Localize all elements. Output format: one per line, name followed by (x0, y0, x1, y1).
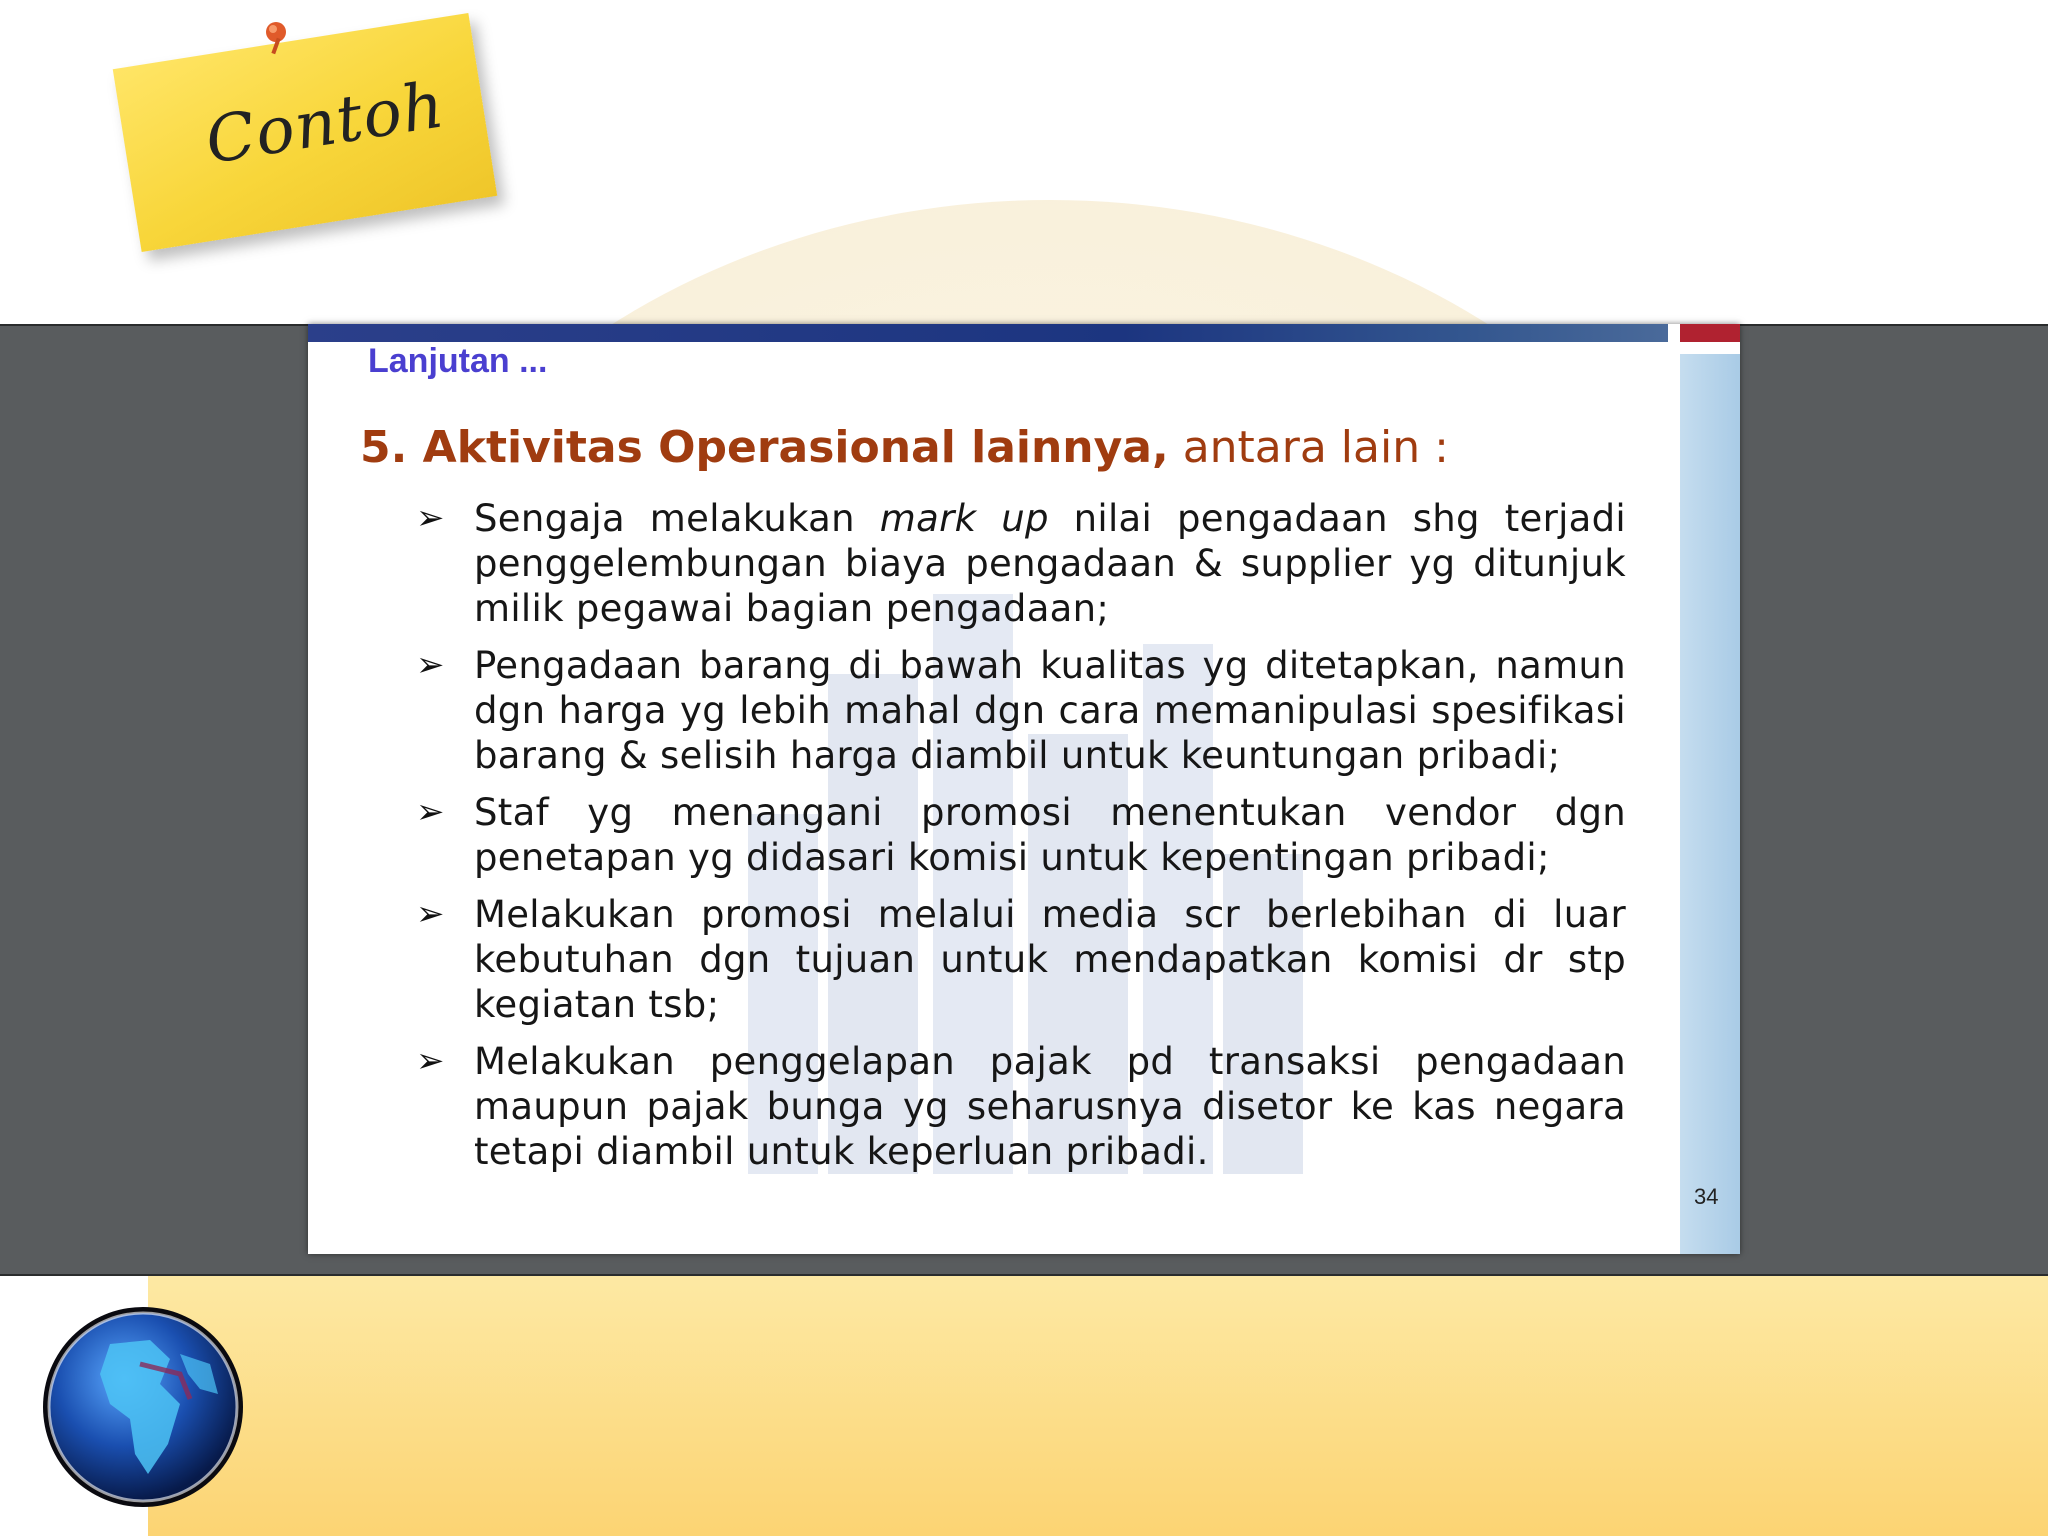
slide-heading (360, 422, 1449, 473)
sticky-note-label: Contoh (200, 68, 450, 179)
arrow-bullet-icon: ➢ (416, 792, 445, 832)
background-yellow-band (148, 1272, 2048, 1536)
list-item (416, 892, 1626, 1027)
slide-top-bar (308, 324, 1668, 342)
slide (308, 324, 1740, 1254)
list-item-text: Pengadaan barang di bawah kualitas yg ditetapkan, namun dgn harga yg lebih mahal dgn cara memanipulasi spesifikasi barang & selisih harga diambil untuk keuntungan pribadi; (474, 644, 1626, 777)
slide-heading-bold: 5. Aktivitas Operasional lainnya, (360, 422, 1169, 473)
slide-subtitle: Lanjutan ... (368, 342, 548, 380)
list-item-text: Staf yg menangani promosi menentukan vendor dgn penetapan yg didasari komisi untuk kepentingan pribadi; (474, 791, 1626, 879)
list-item-text: Melakukan promosi melalui media scr berlebihan di luar kebutuhan dgn tujuan untuk mendapatkan komisi dr stp kegiatan tsb; (474, 893, 1626, 1026)
slide-heading-normal: antara lain : (1168, 422, 1449, 473)
list-item-text: Melakukan penggelapan pajak pd transaksi pengadaan maupun pajak bunga yg seharusnya disetor ke kas negara tetapi diambil untuk keperluan pribadi. (474, 1040, 1626, 1173)
list-item (416, 1039, 1626, 1174)
list-item (416, 496, 1626, 631)
arrow-bullet-icon: ➢ (416, 645, 445, 685)
list-item (416, 790, 1626, 880)
push-pin-icon (258, 18, 298, 58)
globe-icon (40, 1304, 246, 1510)
slide-side-bar (1680, 354, 1740, 1254)
arrow-bullet-icon: ➢ (416, 498, 445, 538)
emphasis-text: mark up (879, 497, 1049, 540)
arrow-bullet-icon: ➢ (416, 894, 445, 934)
list-item-text: Sengaja melakukan mark up nilai pengadaan shg terjadi penggelembungan biaya pengadaan & supplier yg ditunjuk milik pegawai bagian pengadaan; (474, 497, 1627, 630)
bullet-list (416, 496, 1626, 1186)
list-item (416, 643, 1626, 778)
page-number: 34 (1694, 1184, 1719, 1209)
slide-top-accent (1680, 324, 1740, 342)
arrow-bullet-icon: ➢ (416, 1041, 445, 1081)
